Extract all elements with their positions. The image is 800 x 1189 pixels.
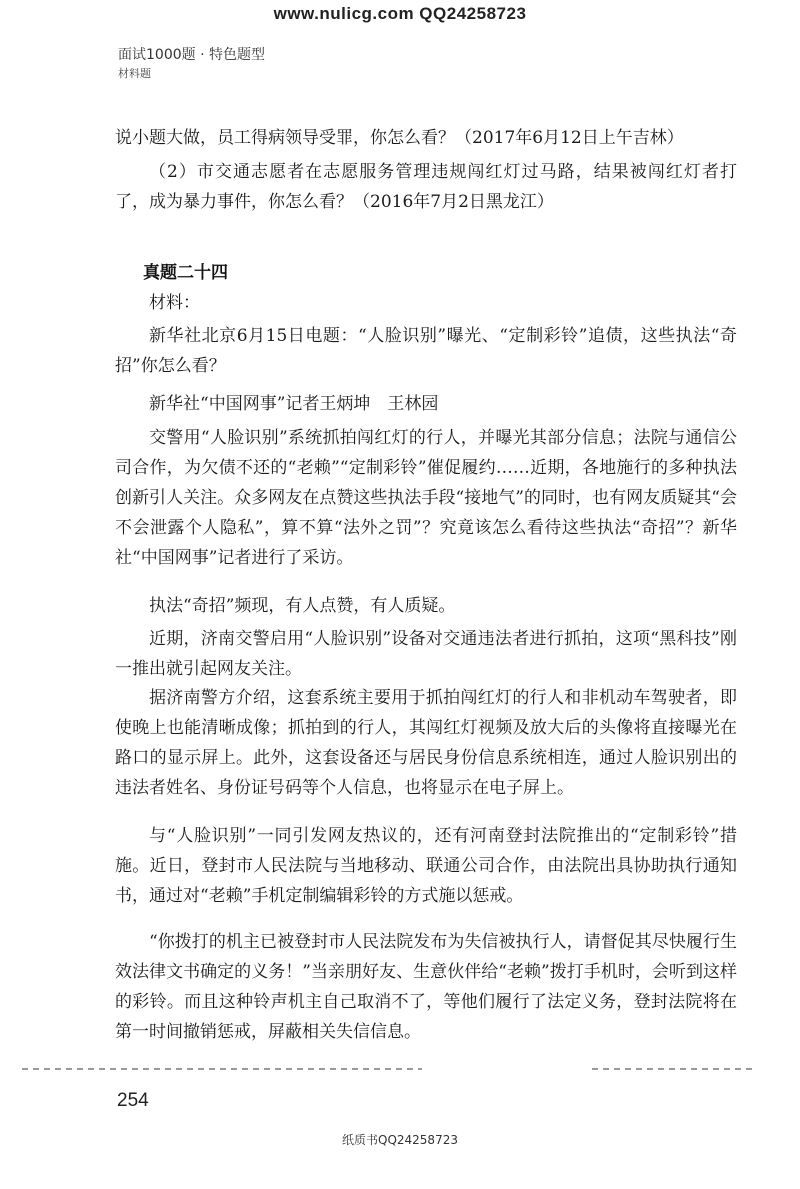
question-heading: 真题二十四 <box>143 263 228 283</box>
scan-artifact-line <box>592 1068 752 1070</box>
book-title: 面试1000题 · 特色题型 <box>118 47 265 63</box>
footer-watermark: 纸质书QQ24258723 <box>342 1133 458 1147</box>
material-label: 材料： <box>149 293 200 313</box>
scan-artifact-line <box>22 1068 422 1070</box>
material-paragraph: 与“人脸识别”一同引发网友热议的，还有河南登封法院推出的“定制彩铃”措施。近日，登封市人民法院与当地移动、联通公司合作，由法院出具协助执行通知书，通过对“老赖”手机定制编辑彩铃的方式施以惩戒。 <box>115 826 737 906</box>
continued-question-text: 说小题大做，员工得病领导受罪，你怎么看？（2017年6月12日上午吉林） <box>115 128 684 148</box>
news-title: 新华社北京6月15日电题：“人脸识别”曝光、“定制彩铃”追债，这些执法“奇招”你怎么看？ <box>115 326 737 376</box>
material-paragraph: 执法“奇招”频现，有人点赞，有人质疑。 <box>149 596 456 616</box>
question-item-2: （2）市交通志愿者在志愿服务管理违规闯红灯过马路，结果被闯红灯者打了，成为暴力事件，你怎么看？（2016年7月2日黑龙江） <box>115 162 737 212</box>
news-byline: 新华社“中国网事”记者王炳坤 王林园 <box>149 394 439 414</box>
material-paragraph: 据济南警方介绍，这套系统主要用于抓拍闯红灯的行人和非机动车驾驶者，即使晚上也能清晰成像；抓拍到的行人，其闯红灯视频及放大后的头像将直接曝光在路口的显示屏上。此外，这套设备还与居民身份信息系统相连，通过人脸识别出的违法者姓名、身份证号码等个人信息，也将显示在电子屏上。 <box>115 688 737 798</box>
page-number: 254 <box>117 1090 149 1111</box>
section-label: 材料题 <box>118 67 151 80</box>
material-paragraph: 近期，济南交警启用“人脸识别”设备对交通违法者进行抓拍，这项“黑科技”刚一推出就引起网友关注。 <box>115 629 737 679</box>
material-paragraph: “你拨打的机主已被登封市人民法院发布为失信被执行人，请督促其尽快履行生效法律文书确定的义务！”当亲朋好友、生意伙伴给“老赖”拨打手机时，会听到这样的彩铃。而且这种铃声机主自己取消不了，等他们履行了法定义务，登封法院将在第一时间撤销惩戒，屏蔽相关失信信息。 <box>115 932 737 1042</box>
material-paragraph: 交警用“人脸识别”系统抓拍闯红灯的行人，并曝光其部分信息；法院与通信公司合作，为欠债不还的“老赖”“定制彩铃”催促履约……近期，各地施行的多种执法创新引人关注。众多网友在点赞这些执法手段“接地气”的同时，也有网友质疑其“会不会泄露个人隐私”，算不算“法外之罚”？究竟该怎么看待这些执法“奇招”？新华社“中国网事”记者进行了采访。 <box>115 428 737 568</box>
site-watermark-header: www.nulicg.com QQ24258723 <box>273 4 527 23</box>
